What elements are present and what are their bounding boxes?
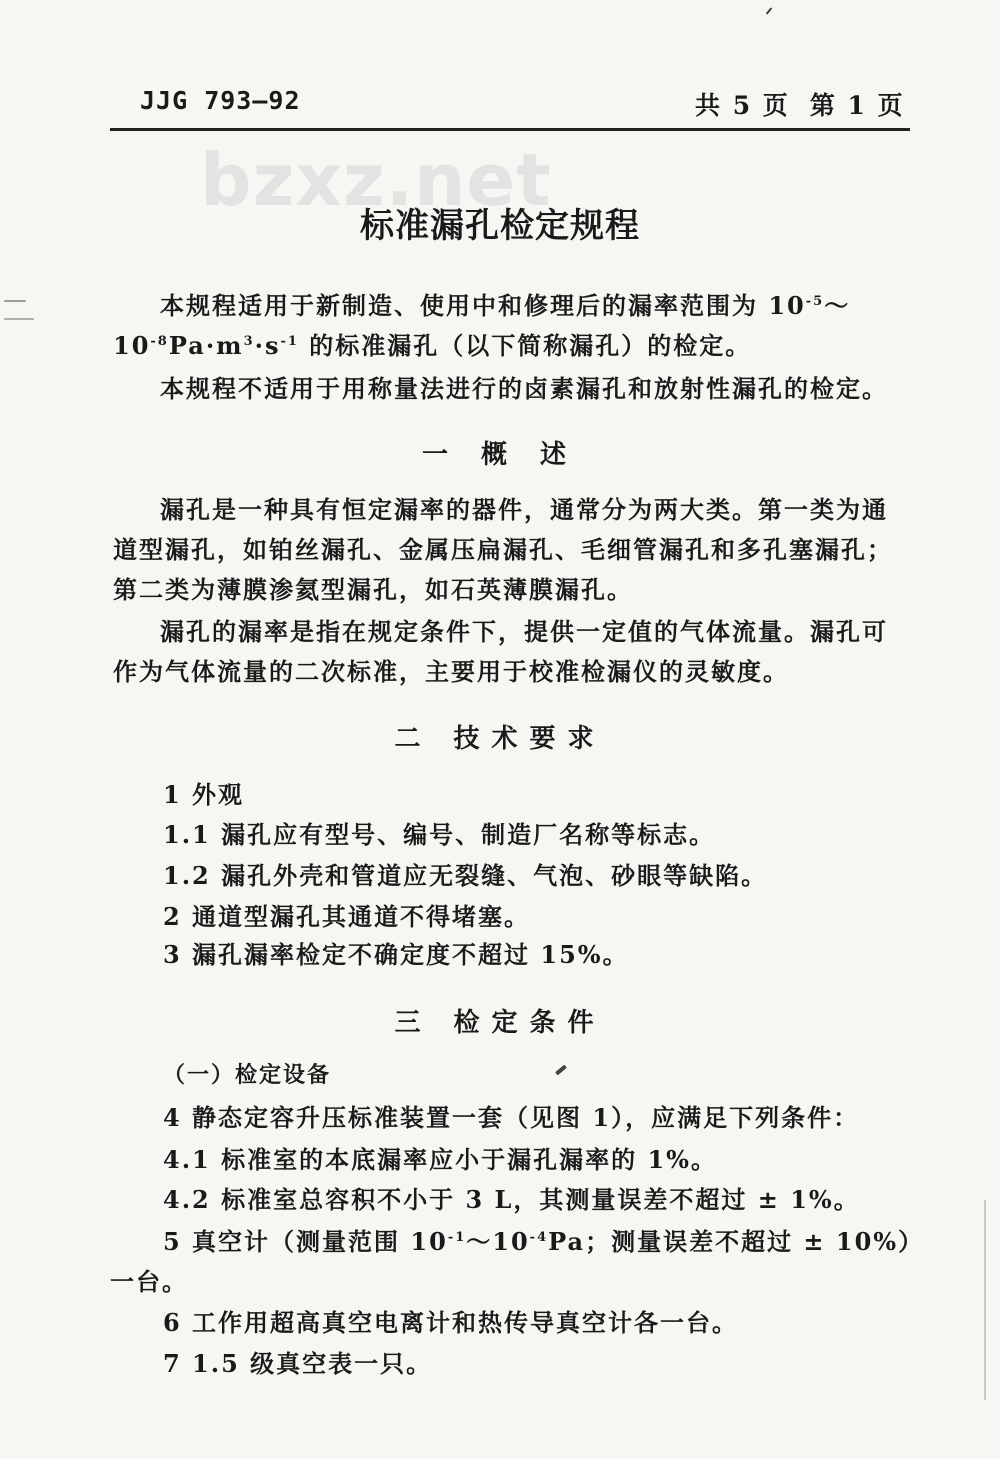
intro-text: 本规程适用于新制造、使用中和修理后的漏率范围为 10 bbox=[160, 291, 806, 320]
watermark: bzxz.net bbox=[200, 138, 552, 222]
scan-mark bbox=[766, 7, 773, 14]
page-info bbox=[695, 86, 925, 122]
exponent: -8 bbox=[150, 334, 169, 349]
list-item: 3 漏孔漏率检定不确定度不超过 15%。 bbox=[163, 940, 629, 969]
subsection-heading: （一）检定设备 bbox=[163, 1062, 332, 1088]
overview-line-2: 道型漏孔，如铂丝漏孔、金属压扁漏孔、毛细管漏孔和多孔塞漏孔； bbox=[113, 535, 893, 564]
list-item: 1.1 漏孔应有型号、编号、制造厂名称等标志。 bbox=[163, 820, 716, 849]
exponent: -1 bbox=[280, 334, 299, 349]
overview-line-3: 第二类为薄膜渗氦型漏孔，如石英薄膜漏孔。 bbox=[113, 575, 633, 604]
list-item-5 bbox=[163, 1222, 924, 1257]
list-item: 2 通道型漏孔其通道不得堵塞。 bbox=[163, 902, 531, 931]
overview-line-5: 作为气体流量的二次标准，主要用于校准检漏仪的灵敏度。 bbox=[113, 657, 789, 686]
section-heading-overview: 一 概 述 bbox=[421, 440, 579, 470]
scan-mark bbox=[4, 318, 34, 320]
list-item: 4 静态定容升压标准装置一套（见图 1），应满足下列条件： bbox=[163, 1103, 860, 1132]
list-item: 1 外观 bbox=[163, 780, 245, 809]
exponent: -4 bbox=[529, 1230, 549, 1245]
intro-line-2 bbox=[113, 326, 751, 361]
intro-text: 的标准漏孔（以下简称漏孔）的检定。 bbox=[298, 331, 752, 360]
document-title: 标准漏孔检定规程 bbox=[360, 206, 640, 246]
scan-mark bbox=[984, 1200, 986, 1400]
header-rule bbox=[110, 128, 910, 131]
exponent: 3 bbox=[243, 334, 255, 349]
scan-mark bbox=[555, 1065, 567, 1076]
list-item: 4.1 标准室的本底漏率应小于漏孔漏率的 1%。 bbox=[163, 1145, 717, 1174]
list-item-5-continuation: 一台。 bbox=[110, 1267, 188, 1296]
intro-line-1 bbox=[160, 286, 850, 321]
intro-paragraph-2: 本规程不适用于用称量法进行的卤素漏孔和放射性漏孔的检定。 bbox=[160, 374, 888, 403]
standard-code: JJG 793—92 bbox=[140, 86, 301, 115]
section-heading-conditions: 三 检定条件 bbox=[394, 1008, 606, 1038]
intro-text: ·s bbox=[254, 331, 281, 360]
item-text: 5 真空计（测量范围 10 bbox=[163, 1227, 448, 1256]
intro-text: ～ bbox=[824, 291, 851, 320]
list-item: 4.2 标准室总容积不小于 3 L，其测量误差不超过 ± 1%。 bbox=[163, 1185, 860, 1214]
intro-text: 10 bbox=[113, 331, 151, 360]
scan-mark bbox=[4, 300, 26, 302]
exponent: -5 bbox=[805, 294, 825, 309]
exponent: -1 bbox=[447, 1230, 467, 1245]
item-text: Pa；测量误差不超过 ± 10%） bbox=[548, 1227, 925, 1256]
page-number: 第 1 页 bbox=[809, 91, 905, 120]
list-item: 6 工作用超高真空电离计和热传导真空计各一台。 bbox=[163, 1308, 739, 1337]
overview-line-1: 漏孔是一种具有恒定漏率的器件，通常分为两大类。第一类为通 bbox=[160, 495, 888, 524]
section-heading-technical: 二 技术要求 bbox=[394, 724, 606, 754]
item-text: ～10 bbox=[466, 1227, 530, 1256]
list-item: 1.2 漏孔外壳和管道应无裂缝、气泡、砂眼等缺陷。 bbox=[163, 861, 768, 890]
list-item: 7 1.5 级真空表一只。 bbox=[163, 1349, 433, 1378]
overview-line-4: 漏孔的漏率是指在规定条件下，提供一定值的气体流量。漏孔可 bbox=[160, 617, 888, 646]
total-pages: 共 5 页 bbox=[695, 91, 790, 120]
intro-text: Pa·m bbox=[168, 331, 244, 360]
